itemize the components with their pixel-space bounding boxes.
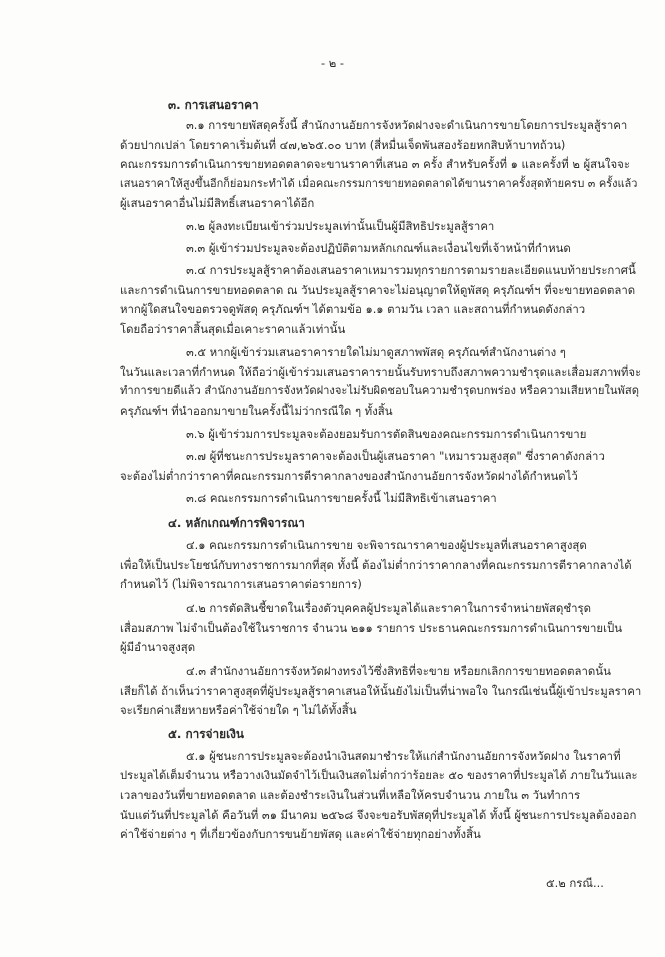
paragraph-5-1-line: เวลาของวันที่ขายทอดตลาด และต้องชำระเงินในส่วนที่เหลือให้ครบจำนวน ภายใน ๓ วันทำการ <box>120 788 581 802</box>
paragraph-5-1-line: ๕.๑ ผู้ชนะการประมูลจะต้องนำเงินสดมาชำระให้แก่สำนักงานอัยการจังหวัดฝาง ในราคาที่ <box>186 749 621 763</box>
paragraph-3-4-line: ๓.๔ การประมูลสู้ราคาต้องเสนอราคาเหมารวมทุกรายการตามรายละเอียดแนบท้ายประกาศนี้ <box>186 263 636 277</box>
paragraph-4-3-line: ๔.๓ สำนักงานอัยการจังหวัดฝางทรงไว้ซึ่งสิทธิที่จะขาย หรือยกเลิกการขายทอดตลาดนั้น <box>186 664 611 678</box>
paragraph-5-1-line: นับแต่วันที่ประมูลได้ คือวันที่ ๓๑ มีนาคม ๒๕๖๘ จึงจะขอรับพัสดุที่ประมูลได้ ทั้งนี้ ผู้ชนะการประมูลต้องออก <box>120 808 637 822</box>
paragraph-3-7-line: ๓.๗ ผู้ที่ชนะการประมูลราคาจะต้องเป็นผู้เสนอราคา "เหมารวมสูงสุด" ซึ่งราคาดังกล่าว <box>186 449 605 463</box>
paragraph-4-1-line: ๔.๑ คณะกรรมการดำเนินการขาย จะพิจารณาราคาของผู้ประมูลที่เสนอราคาสูงสุด <box>186 538 587 552</box>
paragraph-5-1-line: ค่าใช้จ่ายต่าง ๆ ที่เกี่ยวข้องกับการขนย้ายพัสดุ และค่าใช้จ่ายทุกอย่างทั้งสิ้น <box>120 827 481 841</box>
section-5-heading: ๕. การจ่ายเงิน <box>168 727 244 741</box>
section-3-heading: ๓. การเสนอราคา <box>168 98 259 112</box>
section-4-heading: ๔. หลักเกณฑ์การพิจารณา <box>168 516 305 530</box>
paragraph-3-5-line: ในวันและเวลาที่กำหนด ให้ถือว่าผู้เข้าร่วมเสนอราคารายนั้นรับทราบถึงสภาพความชำรุดและเสื่อมสภาพที่จะ <box>120 365 642 379</box>
paragraph-3-2: ๓.๒ ผู้ลงทะเบียนเข้าร่วมประมูลเท่านั้นเป็นผู้มีสิทธิประมูลสู้ราคา <box>186 219 495 233</box>
paragraph-4-2-line: เสื่อมสภาพ ไม่จำเป็นต้องใช้ในราชการ จำนวน ๒๑๑ รายการ ประธานคณะกรรมการดำเนินการขายเป็น <box>120 621 622 635</box>
paragraph-3-7-line: จะต้องไม่ต่ำกว่าราคาที่คณะกรรมการตีราคากลางของสำนักงานอัยการจังหวัดฝางได้กำหนดไว้ <box>120 469 578 483</box>
paragraph-3-8: ๓.๘ คณะกรรมการดำเนินการขายครั้งนี้ ไม่มีสิทธิเข้าเสนอราคา <box>186 491 497 505</box>
paragraph-3-1-line: คณะกรรมการดำเนินการขายทอดตลาดจะขานราคาที่เสนอ ๓ ครั้ง สำหรับครั้งที่ ๑ และครั้งที่ ๒ ผู้สนใจจะ <box>120 157 630 171</box>
paragraph-3-1-line: เสนอราคาให้สูงขึ้นอีกก็ย่อมกระทำได้ เมื่อคณะกรรมการขายทอดตลาดได้ขานราคาครั้งสุดท้ายครบ ๓ ครั้งแล้ว <box>120 177 638 190</box>
paragraph-4-3-line: จะเรียกค่าเสียหายหรือค่าใช้จ่ายใด ๆ ไม่ได้ทั้งสิ้น <box>120 703 357 717</box>
paragraph-4-2-line: ๔.๒ การตัดสินชี้ขาดในเรื่องตัวบุคคลผู้ประมูลได้และราคาในการจำหน่ายพัสดุชำรุด <box>186 601 592 615</box>
paragraph-4-3-line: เสียก็ได้ ถ้าเห็นว่าราคาสูงสุดที่ผู้ประมูลสู้ราคาเสนอให้นั้นยังไม่เป็นที่น่าพอใจ ในกรณีเช่นนี้ผู้เข้าประมูลราคา <box>120 684 642 698</box>
paragraph-4-1-line: เพื่อให้เป็นประโยชน์กับทางราชการมากที่สุด ทั้งนี้ ต้องไม่ต่ำกว่าราคากลางที่คณะกรรมการตีราคากลางได้ <box>120 558 632 572</box>
paragraph-3-1-line: ๓.๑ การขายพัสดุครั้งนี้ สำนักงานอัยการจังหวัดฝางจะดำเนินการขายโดยการประมูลสู้ราคา <box>186 118 628 132</box>
paragraph-3-5-line: ๓.๕ หากผู้เข้าร่วมเสนอราคารายใดไม่มาดูสภาพพัสดุ ครุภัณฑ์สำนักงานต่าง ๆ <box>186 345 566 359</box>
paragraph-4-2-line: ผู้มีอำนาจสูงสุด <box>120 640 196 654</box>
paragraph-3-5-line: ทำการขายดีแล้ว สำนักงานอัยการจังหวัดฝางจะไม่รับผิดชอบในความชำรุดบกพร่อง หรือความเสียหายในพัสดุ <box>120 384 639 397</box>
paragraph-3-4-line: และการดำเนินการขายทอดตลาด ณ วันประมูลสู้ราคาจะไม่อนุญาตให้ดูพัสดุ ครุภัณฑ์ฯ ที่จะขายทอดตลาด <box>120 283 636 297</box>
paragraph-3-1-line: ด้วยปากเปล่า โดยราคาเริ่มต้นที่ ๔๗,๒๖๕.๐๐ บาท (สี่หมื่นเจ็ดพันสองร้อยหกสิบห้าบาทถ้วน) <box>120 138 566 152</box>
paragraph-3-1-line: ผู้เสนอราคาอื่นไม่มีสิทธิ์เสนอราคาได้อีก <box>120 196 315 210</box>
paragraph-3-4-line: โดยถือว่าราคาสิ้นสุดเมื่อเคาะราคาแล้วเท่านั้น <box>120 322 346 336</box>
continuation-note: ๕.๒ กรณี... <box>546 876 604 890</box>
paragraph-3-3: ๓.๓ ผู้เข้าร่วมประมูลจะต้องปฏิบัติตามหลักเกณฑ์และเงื่อนไขที่เจ้าหน้าที่กำหนด <box>186 241 571 255</box>
paragraph-3-6: ๓.๖ ผู้เข้าร่วมการประมูลจะต้องยอมรับการตัดสินของคณะกรรมการดำเนินการขาย <box>186 427 587 441</box>
paragraph-5-1-line: ประมูลได้เต็มจำนวน หรือวางเงินมัดจำไว้เป็นเงินสดไม่ต่ำกว่าร้อยละ ๕๐ ของราคาที่ประมูลได้ ภายในวันและ <box>120 769 638 782</box>
paragraph-4-1-line: กำหนดไว้ (ไม่พิจารณาการเสนอราคาต่อรายการ) <box>120 577 362 591</box>
page-number: - ๒ - <box>321 56 344 70</box>
paragraph-3-5-line: ครุภัณฑ์ฯ ที่นำออกมาขายในครั้งนี้ไม่ว่ากรณีใด ๆ ทั้งสิ้น <box>120 404 393 418</box>
paragraph-3-4-line: หากผู้ใดสนใจขอตรวจดูพัสดุ ครุภัณฑ์ฯ ได้ตามข้อ ๑.๑ ตามวัน เวลา และสถานที่กำหนดดังกล่าว <box>120 302 586 316</box>
